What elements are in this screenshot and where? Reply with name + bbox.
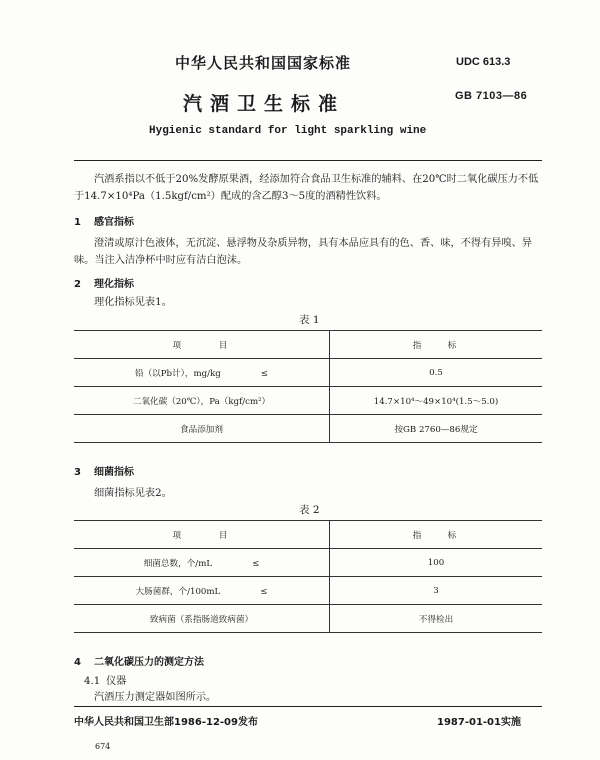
column-header-value: 指 标 (330, 331, 543, 359)
table-1-caption: 表 1 (299, 314, 320, 326)
section-3-heading (74, 463, 134, 478)
cell-item: 二氧化碳（20℃），Pa（kgf/cm²） (74, 387, 330, 415)
document-title: 汽酒卫生标准 (183, 93, 346, 115)
section-title: 感官指标 (94, 217, 134, 228)
section-4-1-text: 汽酒压力测定器如图所示。 (94, 692, 217, 703)
top-rule (74, 160, 542, 161)
cell-value: 100 (330, 549, 543, 577)
section-number: 2 (74, 279, 81, 290)
table-row (74, 415, 542, 443)
cell-value: 0.5 (330, 359, 543, 387)
cell-value: 按GB 2760—86规定 (330, 415, 543, 443)
operator: ≤ (260, 586, 268, 597)
section-title: 二氧化碳压力的测定方法 (94, 657, 204, 668)
table-row (74, 387, 542, 415)
issued-by: 中华人民共和国卫生部1986-12-09发布 (74, 717, 258, 728)
table-1 (74, 330, 542, 443)
section-2-heading (74, 275, 134, 290)
section-number: 4 (74, 657, 81, 668)
page-number: 674 (95, 742, 111, 751)
cell-item (74, 577, 330, 605)
table-header-row (74, 331, 542, 359)
item-text: 细菌总数，个/mL (143, 558, 213, 569)
section-title: 理化指标 (94, 279, 134, 290)
table-row (74, 549, 542, 577)
section-number: 1 (74, 217, 81, 228)
section-title: 仪器 (106, 676, 127, 687)
item-text: 大肠菌群，个/100mL (135, 586, 221, 597)
cell-item: 食品添加剂 (74, 415, 330, 443)
column-header-value: 指 标 (330, 521, 543, 549)
section-2-text: 理化指标见表1。 (94, 297, 172, 308)
section-number: 4.1 (84, 676, 101, 687)
operator: ≤ (252, 558, 260, 569)
section-3-text: 细菌指标见表2。 (94, 488, 172, 499)
section-1-heading (74, 213, 134, 228)
section-number: 3 (74, 467, 81, 478)
item-text: 铅（以Pb计），mg/kg (134, 368, 221, 379)
intro-paragraph: 汽酒系指以不低于20%发酵原果酒，经添加符合食品卫生标准的辅料、在20℃时二氧化碳压力不低于14.7×10⁴Pa（1.5kgf/cm²）配成的含乙醇3～5度的酒精性饮料。 (74, 174, 539, 202)
udc-code: UDC 613.3 (456, 56, 511, 68)
section-4-1-heading (84, 672, 126, 687)
cell-item (74, 549, 330, 577)
cell-item: 致病菌（系指肠道致病菌） (74, 605, 330, 633)
section-4-heading (74, 653, 204, 668)
cell-item (74, 359, 330, 387)
cell-value: 14.7×10⁴～49×10⁴(1.5～5.0) (330, 387, 543, 415)
table-header-row (74, 521, 542, 549)
operator: ≤ (260, 368, 268, 379)
effective-date: 1987-01-01实施 (437, 717, 521, 728)
column-header-item: 项 目 (74, 521, 330, 549)
document-title-english: Hygienic standard for light sparkling wine (149, 125, 427, 137)
table-row (74, 359, 542, 387)
column-header-item: 项 目 (74, 331, 330, 359)
cell-value: 不得检出 (330, 605, 543, 633)
table-row (74, 605, 542, 633)
issuer-title: 中华人民共和国国家标准 (175, 54, 352, 72)
section-1-text: 澄清或原汁色液体，无沉淀、悬浮物及杂质异物，具有本品应具有的色、香、味，不得有异嗅、异味。当注入洁净杯中时应有洁白泡沫。 (74, 238, 533, 266)
standard-code: GB 7103—86 (455, 90, 528, 102)
table-row (74, 577, 542, 605)
footer-rule (74, 706, 542, 707)
table-2-caption: 表 2 (299, 504, 320, 516)
section-title: 细菌指标 (94, 467, 134, 478)
cell-value: 3 (330, 577, 543, 605)
table-2 (74, 520, 542, 633)
